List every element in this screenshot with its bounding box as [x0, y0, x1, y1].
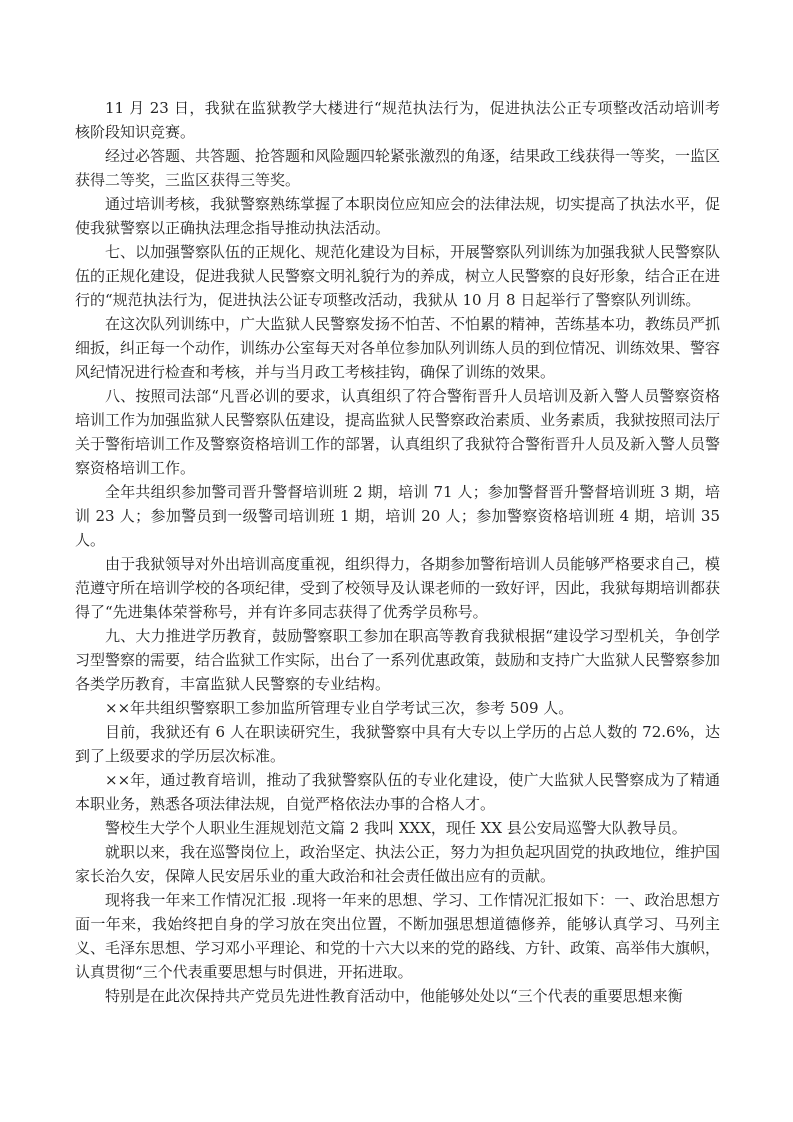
paragraph: 通过培训考核，我狱警察熟练掌握了本职岗位应知应会的法律法规，切实提高了执法水平，促使我狱警察以正确执法理念指导推动执法活动。	[75, 195, 721, 237]
paragraph: 九、大力推进学历教育，鼓励警察职工参加在职高等教育我狱根据“建设学习型机关，争创学习型警察的需要，结合监狱工作实际，出台了一系列优惠政策，鼓励和支持广大监狱人民警察参加各类学历教育，丰富监狱人民警察的专业结构。	[75, 627, 721, 693]
paragraph: 八、按照司法部“凡晋必训的要求，认真组织了符合警衔晋升人员培训及新入警人员警察资格培训工作为加强监狱人民警察队伍建设，提高监狱人民警察政治素质、业务素质，我狱按照司法厅关于警衔培训工作及警察资格培训工作的部署，认真组织了我狱符合警衔晋升人员及新入警人员警察资格培训工作。	[75, 387, 721, 477]
paragraph: 由于我狱领导对外出培训高度重视，组织得力，各期参加警衔培训人员能够严格要求自己，模范遵守所在培训学校的各项纪律，受到了校领导及认课老师的一致好评，因此，我狱每期培训都获得了“先进集体荣誉称号，并有许多同志获得了优秀学员称号。	[75, 555, 721, 621]
paragraph: 全年共组织参加警司晋升警督培训班 2 期，培训 71 人；参加警督晋升警督培训班 3 期，培训 23 人；参加警员到一级警司培训班 1 期，培训 20 人；参加警察资格培训班 4 期，培训 35 人。	[75, 483, 720, 549]
paragraph: 目前，我狱还有 6 人在职读研究生，我狱警察中具有大专以上学历的占总人数的 72.6%，达到了上级要求的学历层次标准。	[75, 723, 720, 765]
paragraph: 现将我一年来工作情况汇报 .现将一年来的思想、学习、工作情况汇报如下：一、政治思想方面一年来，我始终把自身的学习放在突出位置，不断加强思想道德修养，能够认真学习、马列主义、毛泽东思想、学习邓小平理论、和党的十六大以来的党的路线、方针、政策、高举伟大旗帜，认真贯彻“三个代表重要思想与时俱进，开拓进取。	[75, 891, 721, 981]
paragraph: 11 月 23 日，我狱在监狱教学大楼进行“规范执法行为，促进执法公正专项整改活动培训考核阶段知识竞赛。	[75, 99, 720, 141]
paragraph: ××年共组织警察职工参加监所管理专业自学考试三次，参考 509 人。	[105, 699, 574, 717]
paragraph: 经过必答题、共答题、抢答题和风险题四轮紧张激烈的角逐，结果政工线获得一等奖，一监区获得二等奖，三监区获得三等奖。	[75, 147, 721, 189]
paragraph: 警校生大学个人职业生涯规划范文篇 2 我叫 XXX，现任 XX 县公安局巡警大队教导员。	[105, 819, 687, 837]
paragraph: 特别是在此次保持共产党员先进性教育活动中，他能够处处以“三个代表的重要思想来衡	[105, 987, 683, 1005]
paragraph: ××年，通过教育培训，推动了我狱警察队伍的专业化建设，使广大监狱人民警察成为了精通本职业务，熟悉各项法律法规，自觉严格依法办事的合格人才。	[75, 771, 720, 813]
paragraph: 在这次队列训练中，广大监狱人民警察发扬不怕苦、不怕累的精神，苦练基本功，教练员严抓细扳，纠正每一个动作，训练办公室每天对各单位参加队列训练人员的到位情况、训练效果、警容风纪情况进行检查和考核，并与当月政工考核挂钩，确保了训练的效果。	[75, 315, 721, 381]
paragraph: 就职以来，我在巡警岗位上，政治坚定、执法公正，努力为担负起巩固党的执政地位，维护国家长治久安，保障人民安居乐业的重大政治和社会责任做出应有的贡献。	[75, 843, 721, 885]
document-body	[75, 96, 720, 1008]
paragraph: 七、以加强警察队伍的正规化、规范化建设为目标，开展警察队列训练为加强我狱人民警察队伍的正规化建设，促进我狱人民警察文明礼貌行为的养成，树立人民警察的良好形象，结合正在进行的“规范执法行为，促进执法公证专项整改活动，我狱从 10 月 8 日起举行了警察队列训练。	[75, 243, 721, 309]
